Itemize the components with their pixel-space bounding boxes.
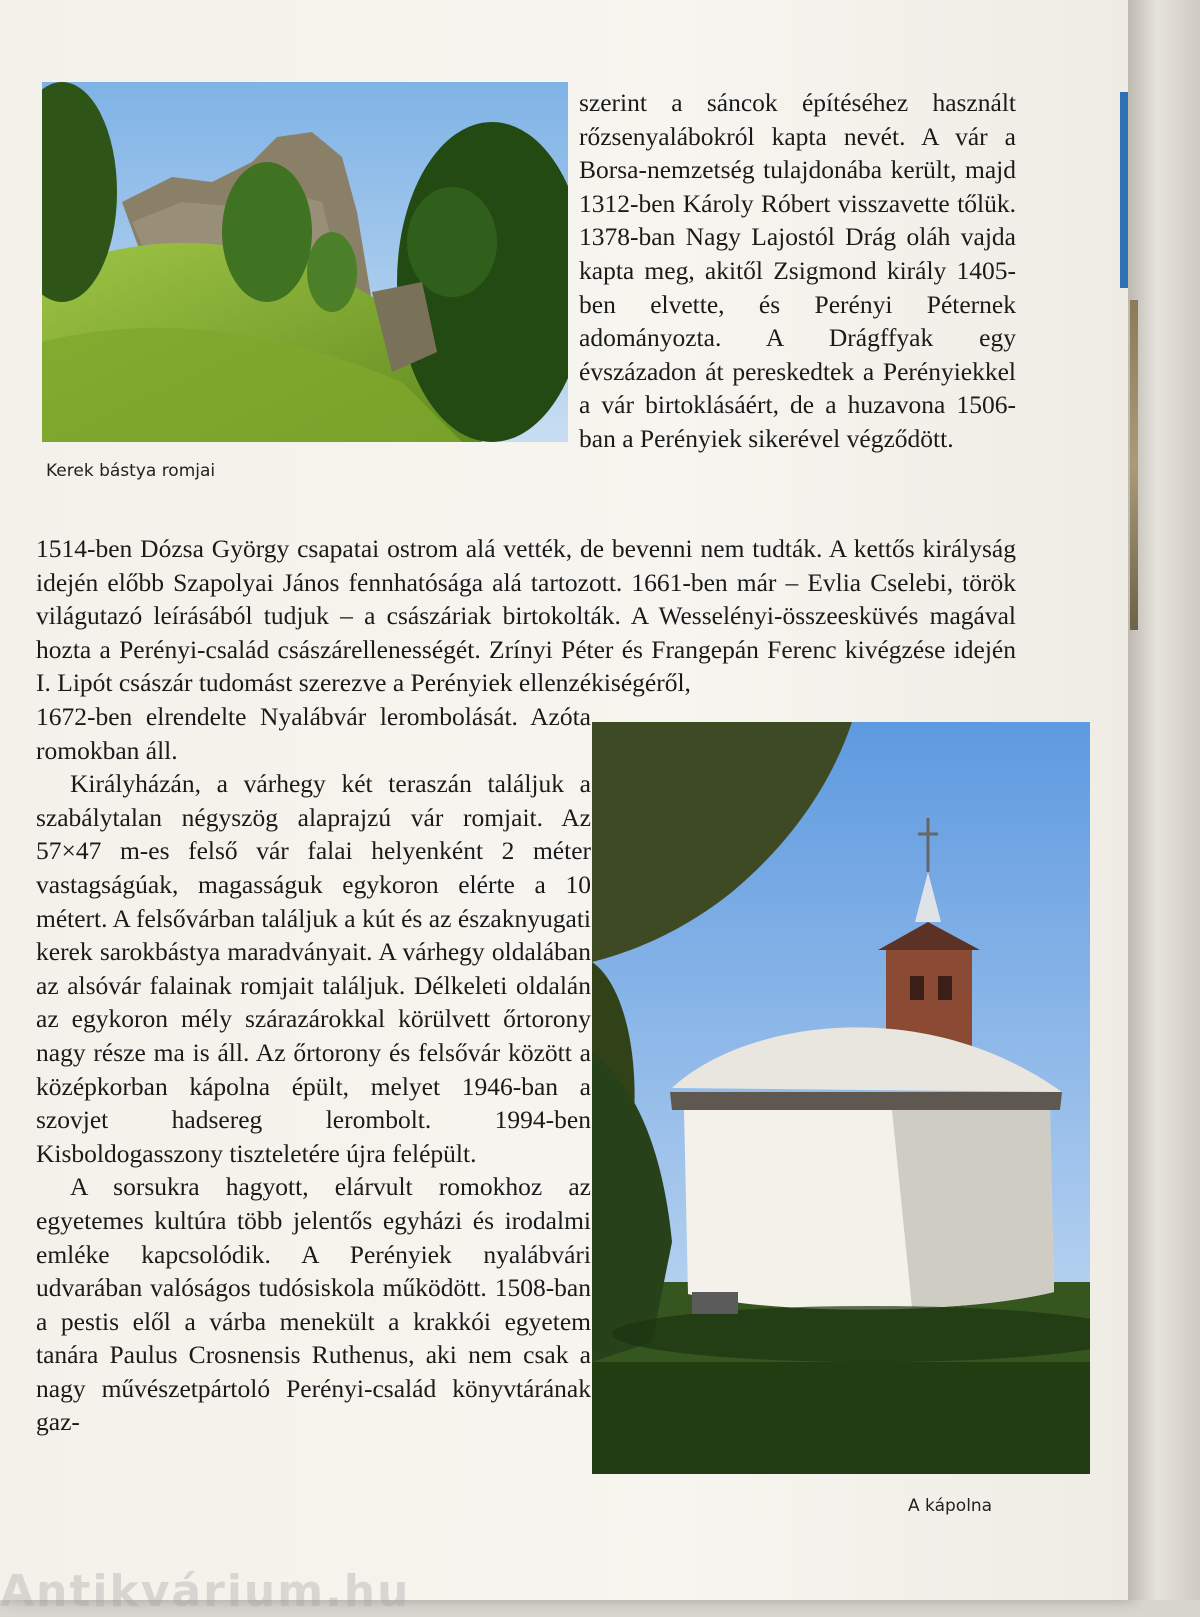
castle-ruin-photo xyxy=(42,82,568,442)
bottom-photo-caption: A kápolna xyxy=(908,1496,993,1516)
left-column xyxy=(36,700,591,1439)
watermark: Antikvárium.hu xyxy=(0,1566,411,1617)
chapel-photo xyxy=(592,722,1090,1474)
full-width-paragraph: 1514-ben Dózsa György csapatai ostrom alá vették, de bevenni nem tudták. A kettős királyság idején előbb Szapolyai János fennhatósága alá tartozott. 1661-ben már – Evlia Cselebi, török világutazó leírásából tudjuk – a császáriak birtokolták. A Wesselényi-összeesküvés magával hozta a Perényi-család császárellenességét. Zrínyi Péter és Frangepán Ferenc kivégzése idején I. Lipót császár tudomást szerezve a Perényiek ellenzékiségéről, xyxy=(36,534,1016,698)
sidebar-tab xyxy=(1120,92,1128,288)
right-column-text: szerint a sáncok építéséhez használt rőzsenyalábokról kapta nevét. A vár a Borsa-nemzetség tulajdonába került, majd 1312-ben Károly Róbert visszavette tőlük. 1378-ban Nagy Lajostól Drág oláh vajda kapta meg, akitől Zsigmond király 1405-ben elvette, és Perényi Péternek adományozta. A Drágffyak egy évszázadon át pereskedtek a Perényiekkel a vár birtoklásáért, de a huzavona 1506-ban a Perényiek sikerével végződött. xyxy=(579,88,1016,453)
edge-strip xyxy=(1130,300,1138,630)
top-photo-caption: Kerek bástya romjai xyxy=(46,461,216,481)
page-edge xyxy=(1128,0,1200,1600)
left-paragraph-3: A sorsukra hagyott, elárvult romokhoz az egyetemes kultúra több jelentős egyházi és irodalmi emléke kapcsolódik. A Perényiek nyalábvári udvarában valóságos tudósiskola működött. 1508-ban a pestis elől a várba menekült a krakkói egyetem tanára Paulus Crosnensis Ruthenus, aki nem csak a nagy művészetpártoló Perényi-család könyvtárának gaz- xyxy=(36,1172,591,1437)
left-paragraph-1: 1672-ben elrendelte Nyalábvár lerombolását. Azóta romokban áll. xyxy=(36,702,591,765)
left-paragraph-2: Királyházán, a várhegy két teraszán találjuk a szabálytalan négyszög alaprajzú vár romjait. Az 57×47 m-es felső vár falai helyenként 2 méter vastagságúak, magasságuk egykoron elérte a 10 métert. A felsővárban találjuk a kút és az északnyugati kerek sarokbástya maradványait. A várhegy oldalában az alsóvár falainak romjait találjuk. Délkeleti oldalán az egykoron mély szárazárokkal körülvett őrtorony nagy része ma is áll. Az őrtorony és felsővár között a középkorban kápolna épült, melyet 1946-ban a szovjet hadsereg lerombolt. 1994-ben Kisboldogasszony tiszteletére újra felépült. xyxy=(36,769,591,1168)
